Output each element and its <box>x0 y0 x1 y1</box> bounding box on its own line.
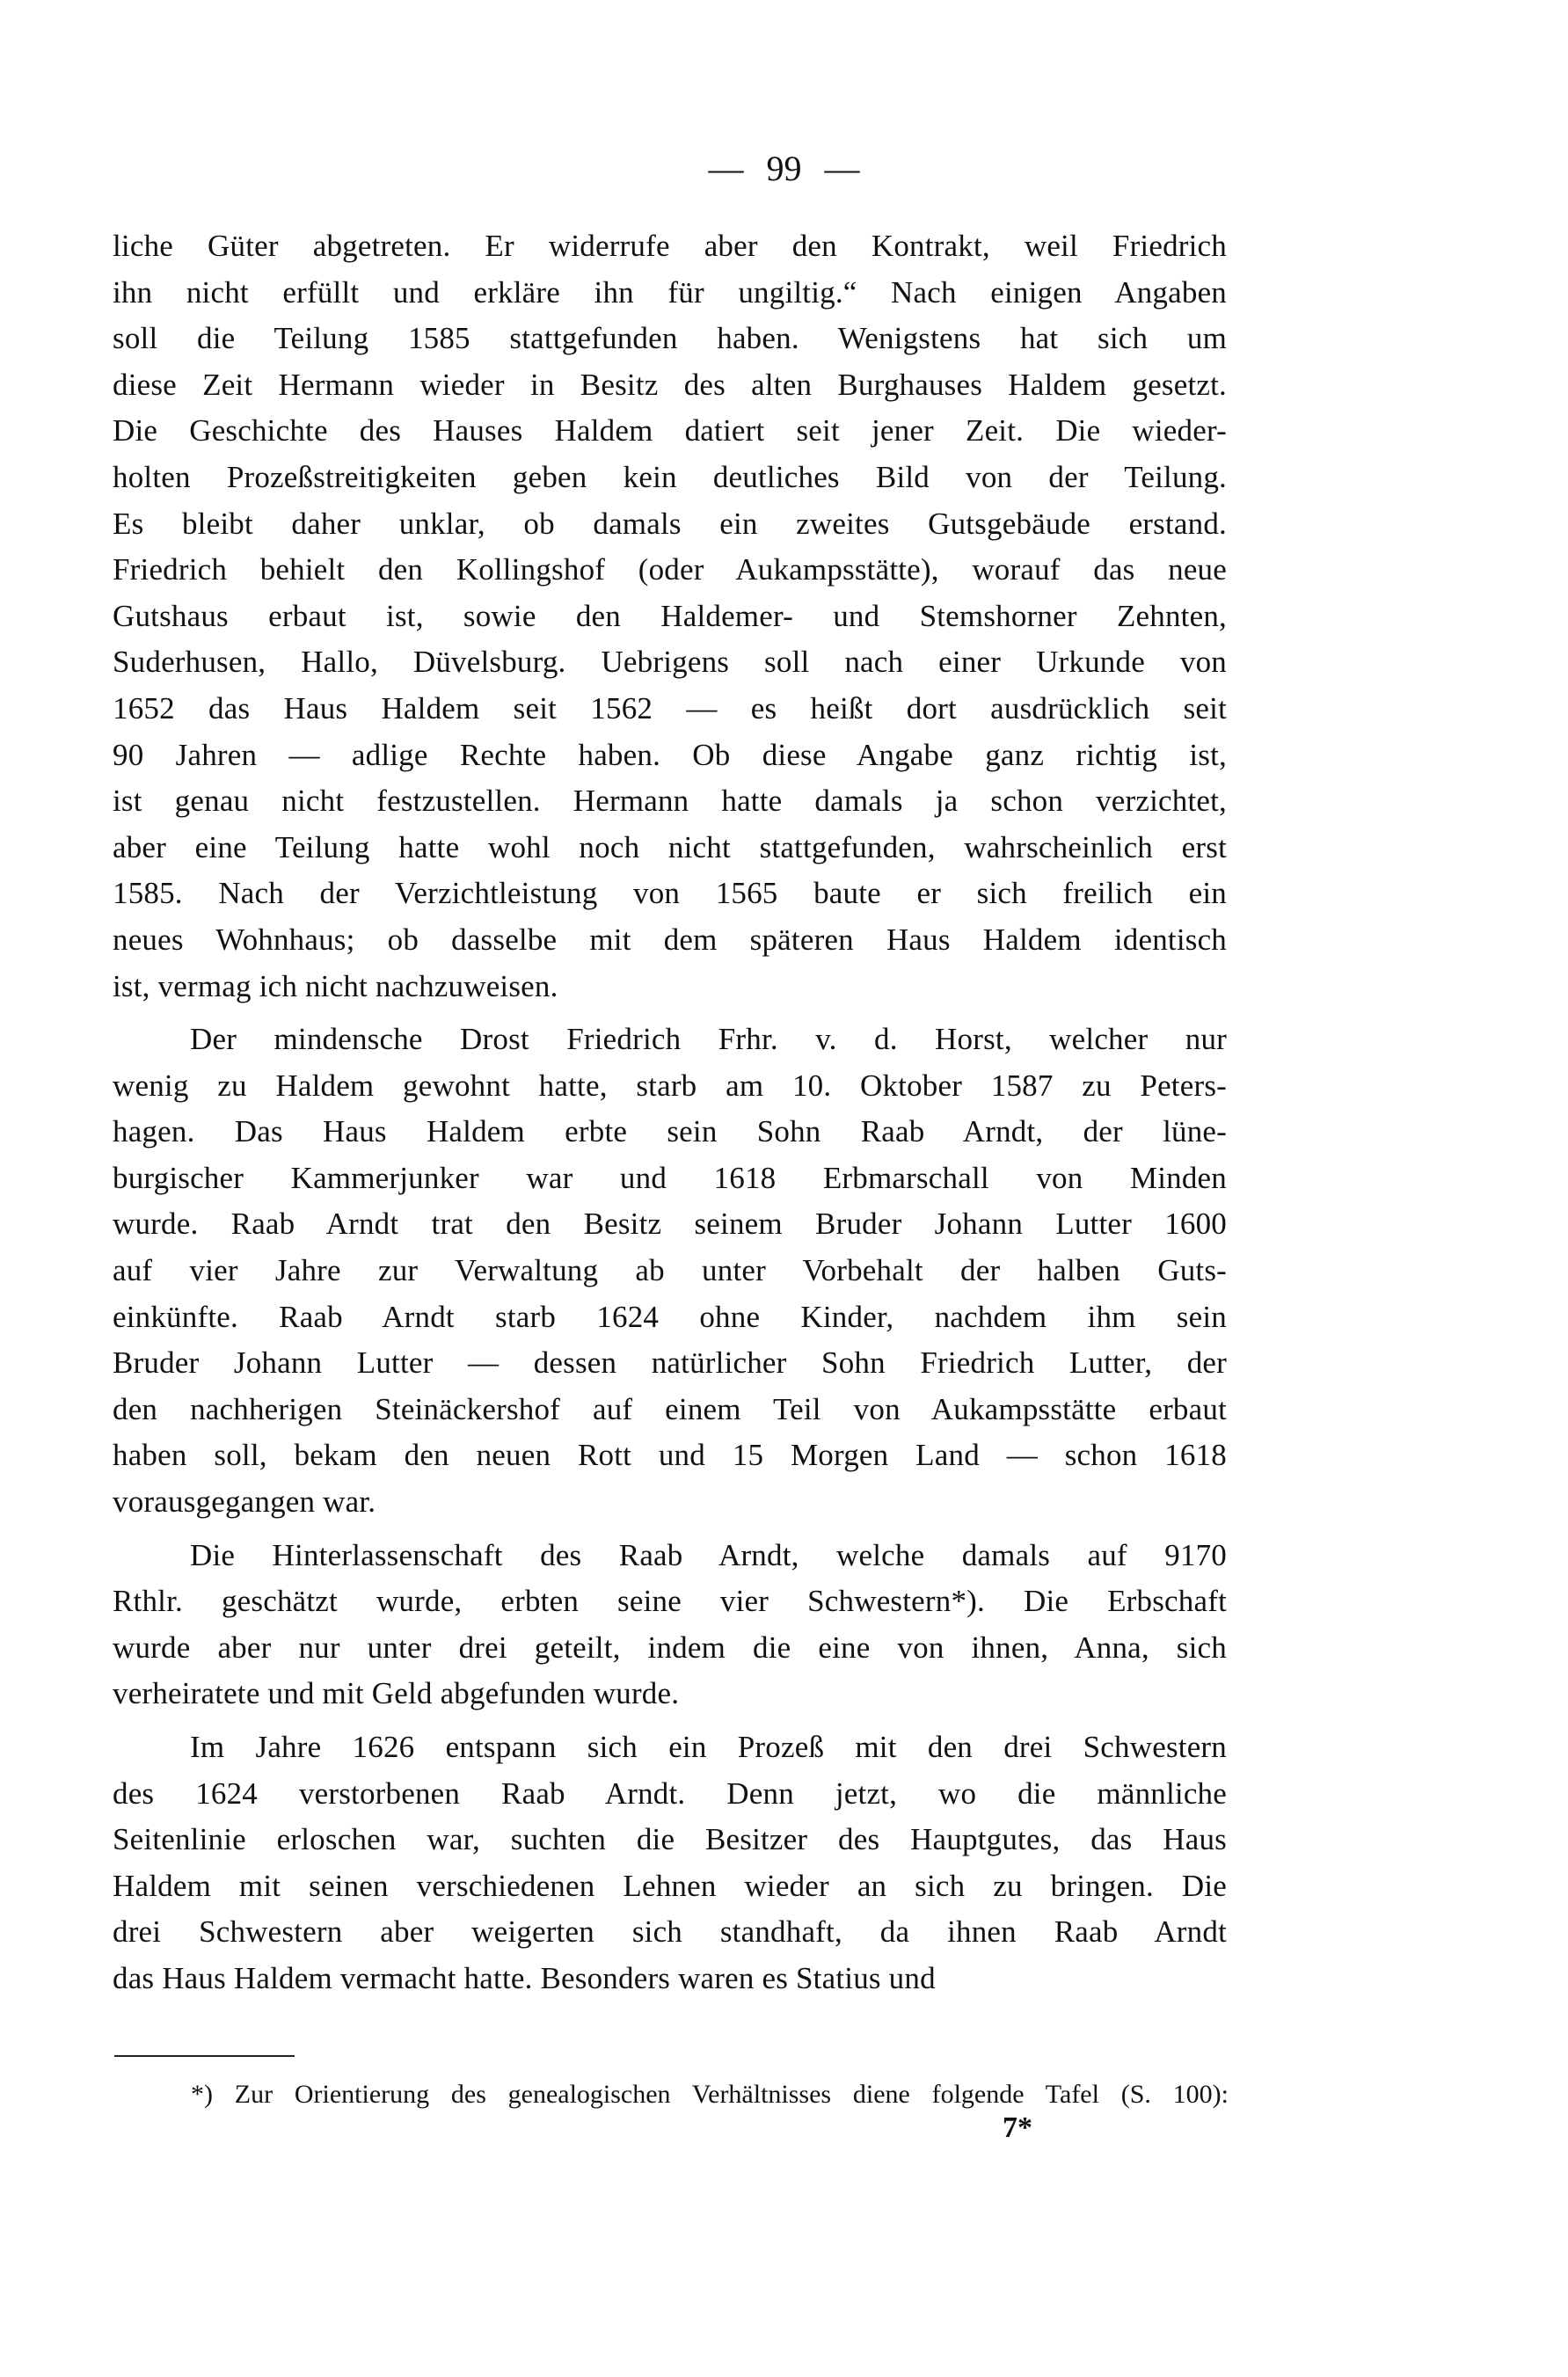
paragraph <box>113 1724 1227 2002</box>
text-line: einkünfte. Raab Arndt starb 1624 ohne Kinder, nachdem ihm sein <box>113 1299 1227 1334</box>
text-line: Im Jahre 1626 entspann sich ein Prozeß mit den drei Schwestern <box>190 1730 1227 1764</box>
text-line: haben soll, bekam den neuen Rott und 15 Morgen Land — schon 1618 <box>113 1438 1227 1473</box>
text-line: holten Prozeßstreitigkeiten geben kein deutliches Bild von der Teilung. <box>113 459 1227 494</box>
text-line: ist, vermag ich nicht nachzuweisen. <box>113 968 558 1003</box>
text-line: Die Geschichte des Hauses Haldem datiert seit jener Zeit. Die wieder- <box>113 413 1227 448</box>
signature-mark: 7* <box>1003 2111 1032 2144</box>
paragraph <box>113 1533 1227 1717</box>
footnote-divider <box>114 2055 295 2057</box>
text-line: wurde. Raab Arndt trat den Besitz seinem Bruder Johann Lutter 1600 <box>113 1207 1227 1242</box>
text-line: des 1624 verstorbenen Raab Arndt. Denn jetzt, wo die männliche <box>113 1775 1227 1811</box>
text-line: das Haus Haldem vermacht hatte. Besonders waren es Statius und <box>113 1960 936 1995</box>
dash-left: — <box>708 149 744 188</box>
text-line: 1585. Nach der Verzichtleistung von 1565 baute er sich freilich ein <box>113 876 1227 911</box>
text-line: drei Schwestern aber weigerten sich standhaft, da ihnen Raab Arndt <box>113 1914 1227 1950</box>
text-line: Der mindensche Drost Friedrich Frhr. v. d. Horst, welcher nur <box>190 1022 1227 1057</box>
text-line: Rthlr. geschätzt wurde, erbten seine vier Schwestern*). Die Erbschaft <box>113 1584 1227 1619</box>
text-line: neues Wohnhaus; ob dasselbe mit dem späteren Haus Haldem identisch <box>113 922 1227 957</box>
text-line: Friedrich behielt den Kollingshof (oder Aukampsstätte), worauf das neue <box>113 552 1227 587</box>
text-line: ist genau nicht festzustellen. Hermann hatte damals ja schon verzichtet, <box>113 784 1227 819</box>
text-line: soll die Teilung 1585 stattgefunden haben. Wenigstens hat sich um <box>113 321 1227 356</box>
text-line: den nachherigen Steinäckershof auf einem Teil von Aukampsstätte erbaut <box>113 1391 1227 1426</box>
text-line: liche Güter abgetreten. Er widerrufe aber den Kontrakt, weil Friedrich <box>113 229 1227 263</box>
text-line: aber eine Teilung hatte wohl noch nicht stattgefunden, wahrscheinlich erst <box>113 829 1227 864</box>
body-text-column <box>113 223 1227 2009</box>
text-line: burgischer Kammerjunker war und 1618 Erbmarschall von Minden <box>113 1160 1227 1195</box>
text-line: diese Zeit Hermann wieder in Besitz des alten Burghauses Haldem gesetzt. <box>113 367 1227 402</box>
text-line: Suderhusen, Hallo, Düvelsburg. Uebrigens soll nach einer Urkunde von <box>113 645 1227 680</box>
text-line: 90 Jahren — adlige Rechte haben. Ob diese Angabe ganz richtig ist, <box>113 737 1227 772</box>
text-line: Bruder Johann Lutter — dessen natürlicher Sohn Friedrich Lutter, der <box>113 1345 1227 1381</box>
paragraph <box>113 223 1227 1010</box>
text-line: Haldem mit seinen verschiedenen Lehnen wieder an sich zu bringen. Die <box>113 1868 1227 1903</box>
text-line: Seitenlinie erloschen war, suchten die Besitzer des Hauptgutes, das Haus <box>113 1822 1227 1857</box>
text-line: 1652 das Haus Haldem seit 1562 — es heißt dort ausdrücklich seit <box>113 690 1227 725</box>
text-line: Es bleibt daher unklar, ob damals ein zweites Gutsgebäude erstand. <box>113 506 1227 541</box>
page-number-header <box>0 149 1568 188</box>
text-line: wenig zu Haldem gewohnt hatte, starb am 10. Oktober 1587 zu Peters- <box>113 1068 1227 1103</box>
text-line: auf vier Jahre zur Verwaltung ab unter Vorbehalt der halben Guts- <box>113 1253 1227 1288</box>
footnote: *) Zur Orientierung des genealogischen Verhältnisses diene folgende Tafel (S. 100): <box>191 2080 1229 2109</box>
page-number: 99 <box>766 149 802 188</box>
text-line: Die Hinterlassenschaft des Raab Arndt, welche damals auf 9170 <box>190 1537 1227 1572</box>
text-line: Gutshaus erbaut ist, sowie den Haldemer- und Stemshorner Zehnten, <box>113 598 1227 633</box>
text-line: ihn nicht erfüllt und erkläre ihn für ungiltig.“ Nach einigen Angaben <box>113 274 1227 310</box>
text-line: wurde aber nur unter drei geteilt, indem die eine von ihnen, Anna, sich <box>113 1630 1227 1665</box>
dash-right: — <box>824 149 860 188</box>
text-line: vorausgegangen war. <box>113 1484 376 1520</box>
text-line: hagen. Das Haus Haldem erbte sein Sohn Raab Arndt, der lüne- <box>113 1114 1227 1149</box>
paragraph <box>113 1017 1227 1526</box>
text-line: verheiratete und mit Geld abgefunden wurde. <box>113 1676 680 1711</box>
